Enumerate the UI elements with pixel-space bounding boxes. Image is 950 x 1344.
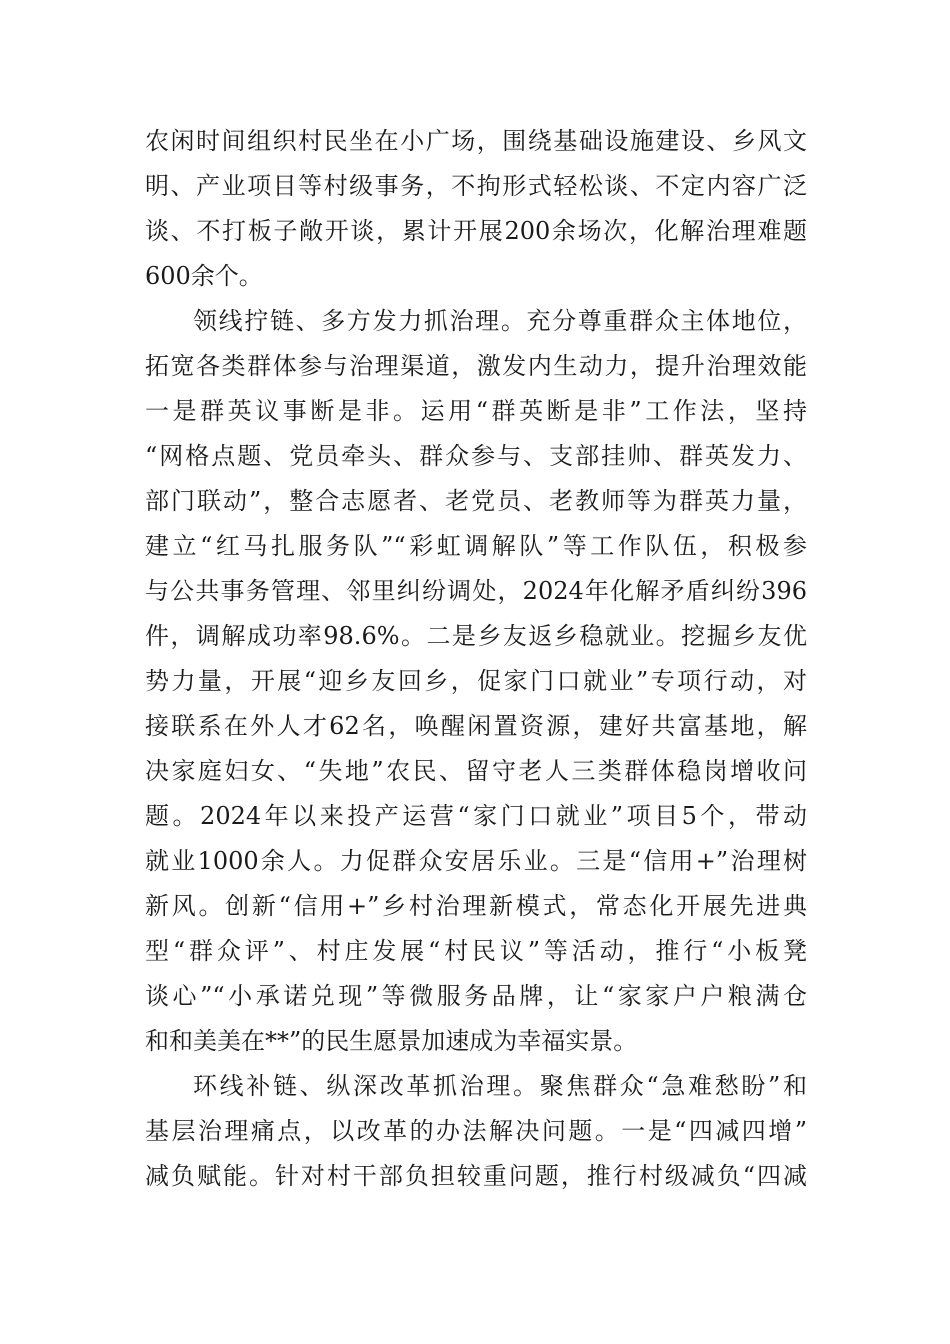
text-line: 领线拧链、多方发力抓治理。充分尊重群众主体地位，	[193, 307, 807, 335]
paragraph-1	[145, 119, 807, 299]
text-line: 就业1000余人。力促群众安居乐业。三是“信用+”治理树	[145, 847, 807, 875]
text-line: 农闲时间组织村民坐在小广场，围绕基础设施建设、乡风文	[145, 127, 807, 155]
text-line: 基层治理痛点，以改革的办法解决问题。一是“四减四增”	[145, 1117, 807, 1145]
text-line: 与公共事务管理、邻里纠纷调处，2024年化解矛盾纠纷396	[145, 577, 807, 605]
paragraph-3	[145, 1064, 807, 1199]
text-line: 型“群众评”、村庄发展“村民议”等活动，推行“小板凳	[145, 937, 807, 965]
text-line: “网格点题、党员牵头、群众参与、支部挂帅、群英发力、	[145, 442, 807, 470]
text-line: 决家庭妇女、“失地”农民、留守老人三类群体稳岗增收问	[145, 757, 807, 785]
text-line: 减负赋能。针对村干部负担较重问题，推行村级减负“四减	[145, 1162, 807, 1190]
text-line: 新风。创新“信用+”乡村治理新模式，常态化开展先进典	[145, 892, 807, 920]
text-line: 建立“红马扎服务队”“彩虹调解队”等工作队伍，积极参	[145, 532, 807, 560]
document-body	[145, 119, 807, 1199]
text-line: 部门联动”，整合志愿者、老党员、老教师等为群英力量，	[145, 487, 807, 515]
text-line: 件，调解成功率98.6%。二是乡友返乡稳就业。挖掘乡友优	[145, 622, 807, 650]
text-line: 和和美美在**”的民生愿景加速成为幸福实景。	[145, 1027, 638, 1055]
paragraph-2	[145, 299, 807, 1064]
text-line: 势力量，开展“迎乡友回乡，促家门口就业”专项行动，对	[145, 667, 807, 695]
text-line: 一是群英议事断是非。运用“群英断是非”工作法，坚持	[145, 397, 807, 425]
text-line: 谈、不打板子敞开谈，累计开展200余场次，化解治理难题	[145, 217, 807, 245]
text-line: 600余个。	[145, 262, 263, 290]
text-line: 题。2024年以来投产运营“家门口就业”项目5个，带动	[145, 802, 807, 830]
text-line: 环线补链、纵深改革抓治理。聚焦群众“急难愁盼”和	[193, 1072, 807, 1100]
text-line: 接联系在外人才62名，唤醒闲置资源，建好共富基地，解	[145, 712, 807, 740]
text-line: 明、产业项目等村级事务，不拘形式轻松谈、不定内容广泛	[145, 172, 807, 200]
text-line: 谈心”“小承诺兑现”等微服务品牌，让“家家户户粮满仓	[145, 982, 807, 1010]
text-line: 拓宽各类群体参与治理渠道，激发内生动力，提升治理效能	[145, 352, 807, 380]
